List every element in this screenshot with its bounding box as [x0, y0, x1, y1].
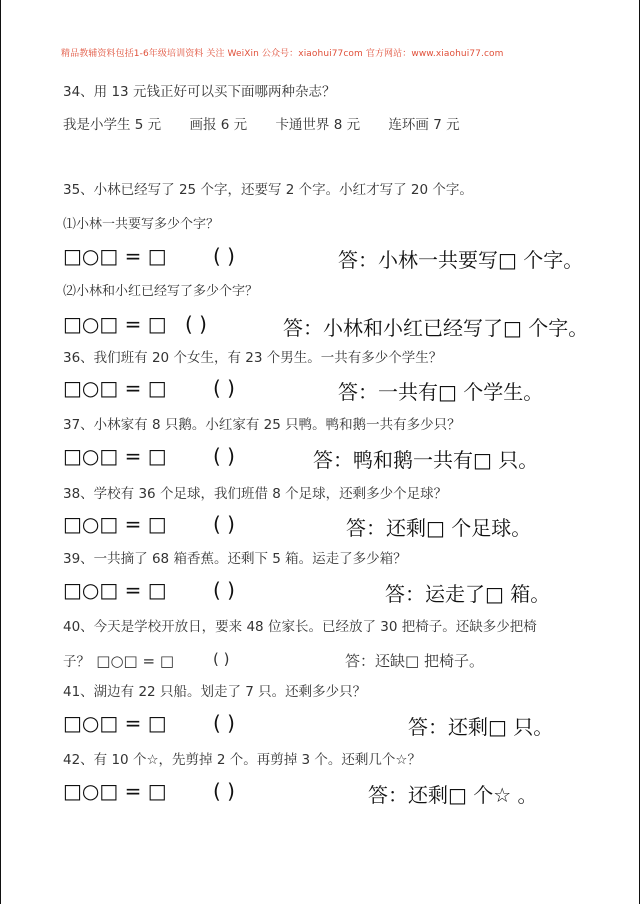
magazine-item: 我是小学生 5 元	[63, 117, 162, 133]
question-40-tail: 子？	[63, 654, 90, 670]
equation-blanks: □○□ = □	[63, 244, 167, 268]
question-39: 39、一共摘了 68 箱香蕉。还剩下 5 箱。运走了多少箱？	[63, 551, 407, 567]
formula-row-36	[63, 376, 544, 404]
question-35-part-2: ⑵小林和小红已经写了多少个字？	[63, 284, 259, 299]
unit-parentheses: ( )	[213, 779, 235, 803]
equation-blanks: □○□ = □	[63, 711, 167, 735]
unit-parentheses: ( )	[213, 244, 235, 268]
equation-blanks: □○□ = □	[63, 512, 167, 536]
equation-blanks: □○□ = □	[63, 779, 167, 803]
unit-parentheses: ( )	[213, 650, 230, 668]
formula-row-41	[63, 711, 554, 739]
question-35: 35、小林已经写了 25 个字，还要写 2 个字。小红才写了 20 个字。	[63, 182, 473, 198]
formula-row-37	[63, 444, 539, 472]
answer-sentence: 答：鸭和鹅一共有□ 只。	[313, 448, 539, 472]
unit-parentheses: ( )	[213, 512, 235, 536]
magazine-item: 画报 6 元	[189, 117, 248, 133]
unit-parentheses: ( )	[213, 376, 235, 400]
question-40-continued	[63, 650, 484, 670]
question-37: 37、小林家有 8 只鹅。小红家有 25 只鸭。鸭和鹅一共有多少只？	[63, 417, 461, 433]
question-36: 36、我们班有 20 个女生，有 23 个男生。一共有多少个学生？	[63, 350, 443, 366]
formula-row-42	[63, 779, 538, 807]
answer-sentence: 答：还缺□ 把椅子。	[345, 652, 484, 670]
formula-row-39	[63, 578, 551, 606]
unit-parentheses: ( )	[185, 312, 207, 336]
magazine-item: 连环画 7 元	[388, 117, 460, 133]
equation-blanks: □○□ = □	[96, 652, 175, 670]
equation-blanks: □○□ = □	[63, 376, 167, 400]
formula-row-38	[63, 512, 532, 540]
answer-sentence: 答：运走了□ 箱。	[385, 582, 551, 606]
formula-row-35-2	[63, 312, 589, 340]
equation-blanks: □○□ = □	[63, 444, 167, 468]
answer-sentence: 答：小林一共要写□ 个字。	[338, 248, 584, 272]
question-35-part-1: ⑴小林一共要写多少个字？	[63, 217, 220, 232]
question-40: 40、今天是学校开放日，要来 48 位家长。已经放了 30 把椅子。还缺多少把椅	[63, 619, 537, 635]
question-34: 34、用 13 元钱正好可以买下面哪两种杂志？	[63, 84, 336, 100]
magazine-item: 卡通世界 8 元	[275, 117, 361, 133]
question-41: 41、湖边有 22 只船。划走了 7 只。还剩多少只？	[63, 684, 367, 700]
unit-parentheses: ( )	[213, 578, 235, 602]
question-38: 38、学校有 36 个足球，我们班借 8 个足球，还剩多少个足球？	[63, 486, 448, 502]
unit-parentheses: ( )	[213, 444, 235, 468]
answer-sentence: 答：还剩□ 个足球。	[346, 516, 532, 540]
unit-parentheses: ( )	[213, 711, 235, 735]
equation-blanks: □○□ = □	[63, 578, 167, 602]
answer-sentence: 答：小林和小红已经写了□ 个字。	[283, 316, 589, 340]
answer-sentence: 答：还剩□ 个☆ 。	[368, 783, 538, 807]
page-header: 精品教辅资料包括1-6年级培训资料 关注 WeiXin 公众号：xiaohui77com 官方网站：www.xiaohui77.com	[61, 49, 504, 59]
equation-blanks: □○□ = □	[63, 312, 167, 336]
question-42: 42、有 10 个☆，先剪掉 2 个。再剪掉 3 个。还剩几个☆？	[63, 752, 421, 768]
formula-row-35-1	[63, 244, 584, 272]
answer-sentence: 答：一共有□ 个学生。	[338, 380, 544, 404]
magazine-list	[63, 113, 484, 133]
answer-sentence: 答：还剩□ 只。	[408, 715, 554, 739]
